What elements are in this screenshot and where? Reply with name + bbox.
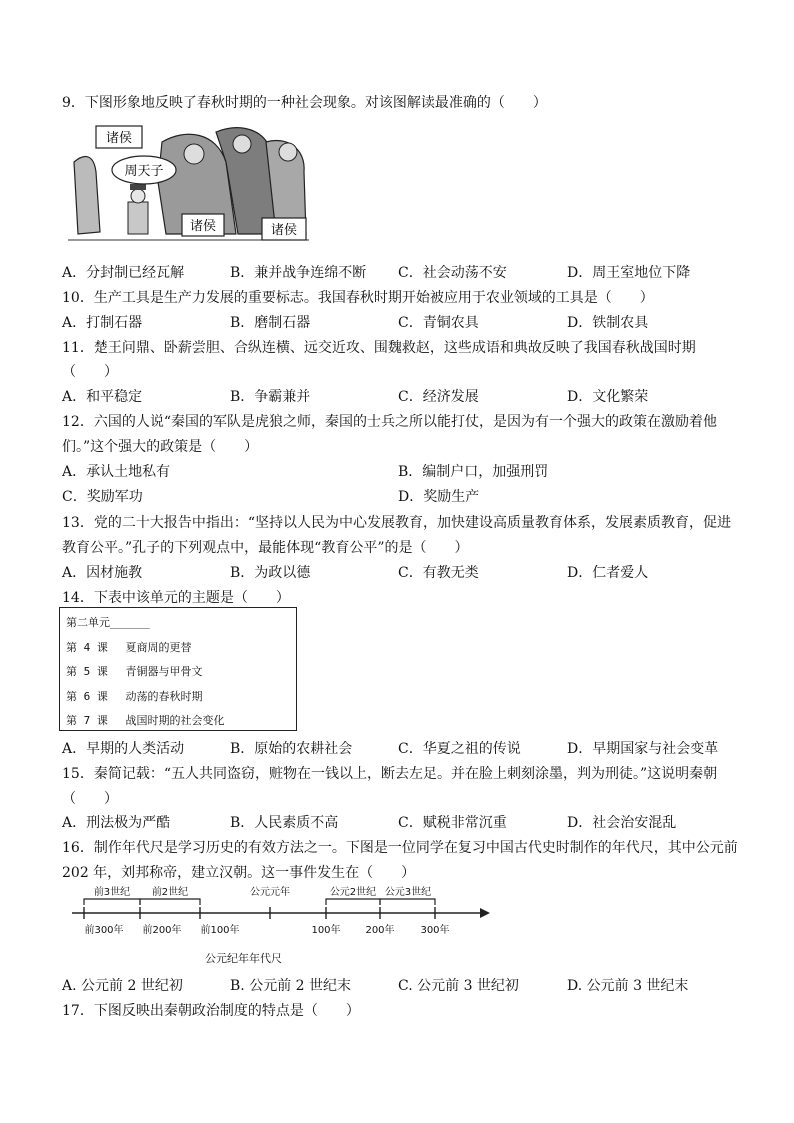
q15-option-a: A．刑法极为严酷 bbox=[62, 815, 171, 831]
q11-option-a: A．和平稳定 bbox=[62, 389, 143, 405]
q11-option-d: D．文化繁荣 bbox=[567, 389, 649, 405]
q16-option-d: D. 公元前 3 世纪末 bbox=[567, 978, 689, 994]
q15-stem-line1: 15．秦简记载：“五人共同盗窃，赃物在一钱以上，断去左足。并在脸上刺刻涂墨，判为刑徒。”这说明秦朝 bbox=[62, 766, 718, 782]
q13-option-b: B．为政以德 bbox=[230, 565, 311, 581]
q15-stem-line2: （ ） bbox=[62, 791, 118, 807]
q9-cartoon-image bbox=[66, 122, 311, 244]
timeline-tick-label: 300年 bbox=[420, 925, 450, 936]
q9-option-c: C．社会动荡不安 bbox=[398, 265, 507, 281]
q11-option-c: C．经济发展 bbox=[398, 389, 479, 405]
q14-option-b: B．原始的农耕社会 bbox=[230, 741, 353, 757]
timeline-tick-label: 前100年 bbox=[200, 925, 240, 936]
q12-option-d: D．奖励生产 bbox=[398, 489, 480, 505]
unit-table-title: 第二单元______ bbox=[66, 616, 150, 629]
q14-stem: 14．下表中该单元的主题是（ ） bbox=[62, 590, 290, 606]
unit-table-row: 第 4 课 夏商周的更替 bbox=[66, 641, 192, 654]
timeline-bracket-label: 前3世纪 bbox=[93, 887, 131, 898]
q10-option-c: C．青铜农具 bbox=[398, 315, 479, 331]
q13-option-c: C．有教无类 bbox=[398, 565, 479, 581]
timeline-tick-label: 100年 bbox=[311, 925, 341, 936]
timeline-bracket-label: 公元3世纪 bbox=[384, 887, 432, 898]
q13-stem-line2: 教育公平。”孔子的下列观点中，最能体现“教育公平”的是（ ） bbox=[62, 540, 469, 556]
q11-option-b: B．争霸兼并 bbox=[230, 389, 311, 405]
timeline-tick-label: 200年 bbox=[365, 925, 395, 936]
q16-stem-line2: 202 年，刘邦称帝，建立汉朝。这一事件发生在（ ） bbox=[62, 865, 416, 881]
q13-option-d: D．仁者爱人 bbox=[567, 565, 649, 581]
q11-stem-line1: 11．楚王问鼎、卧薪尝胆、合纵连横、远交近攻、围魏救赵，这些成语和典故反映了我国春秋战国时期 bbox=[62, 340, 696, 356]
q16-option-b: B. 公元前 2 世纪末 bbox=[230, 978, 351, 994]
q17-stem: 17．下图反映出秦朝政治制度的特点是（ ） bbox=[62, 1003, 360, 1019]
q13-stem-line1: 13．党的二十大报告中指出：“坚持以人民为中心发展教育，加快建设高质量教育体系，发展素质教育，促进 bbox=[62, 515, 731, 531]
timeline-bracket-label: 公元2世纪 bbox=[329, 887, 377, 898]
q16-option-c: C. 公元前 3 世纪初 bbox=[398, 978, 519, 994]
timeline-bracket-label: 前2世纪 bbox=[151, 887, 189, 898]
q12-stem-line2: 们。”这个强大的政策是（ ） bbox=[62, 439, 259, 455]
q10-stem: 10．生产工具是生产力发展的重要标志。我国春秋时期开始被应用于农业领域的工具是（ ） bbox=[62, 290, 654, 306]
q14-option-c: C．华夏之祖的传说 bbox=[398, 741, 521, 757]
q10-option-a: A．打制石器 bbox=[62, 315, 143, 331]
q9-option-b: B．兼并战争连绵不断 bbox=[230, 265, 367, 281]
unit-table-row: 第 6 课 动荡的春秋时期 bbox=[66, 690, 203, 703]
q12-option-c: C．奖励军功 bbox=[62, 489, 143, 505]
q9-stem: 9．下图形象地反映了春秋时期的一种社会现象。对该图解读最准确的（ ） bbox=[62, 95, 547, 111]
unit-table-row: 第 5 课 青铜器与甲骨文 bbox=[66, 665, 203, 678]
q9-option-a: A．分封制已经瓦解 bbox=[62, 265, 185, 281]
unit-table-row: 第 7 课 战国时期的社会变化 bbox=[66, 714, 225, 727]
q13-option-a: A．因材施教 bbox=[62, 565, 143, 581]
cartoon-label-zhuhou-3: 诸侯 bbox=[270, 223, 298, 238]
q15-option-c: C．赋税非常沉重 bbox=[398, 815, 507, 831]
q14-unit-table bbox=[59, 607, 297, 731]
q11-stem-line2: （ ） bbox=[62, 364, 118, 380]
q12-option-a: A．承认土地私有 bbox=[62, 464, 171, 480]
q12-option-b: B．编制户口，加强刑罚 bbox=[398, 464, 549, 480]
timeline-origin-label: 公元元年 bbox=[250, 887, 290, 898]
q16-timeline-caption: 公元纪年年代尺 bbox=[205, 952, 282, 965]
timeline-tick-label: 前200年 bbox=[142, 925, 182, 936]
q16-stem-line1: 16．制作年代尺是学习历史的有效方法之一。下图是一位同学在复习中国古代史时制作的年代尺，其中公元前 bbox=[62, 840, 738, 856]
q15-option-b: B．人民素质不高 bbox=[230, 815, 339, 831]
cartoon-label-zhoutianzi: 周天子 bbox=[124, 164, 164, 179]
cartoon-label-zhuhou-2: 诸侯 bbox=[189, 219, 217, 234]
cartoon-label-zhuhou-1: 诸侯 bbox=[105, 131, 133, 146]
q10-option-d: D．铁制农具 bbox=[567, 315, 649, 331]
q10-option-b: B．磨制石器 bbox=[230, 315, 311, 331]
q14-option-d: D．早期国家与社会变革 bbox=[567, 741, 719, 757]
q9-option-d: D．周王室地位下降 bbox=[567, 265, 691, 281]
timeline-tick-label: 前300年 bbox=[84, 925, 124, 936]
q14-option-a: A．早期的人类活动 bbox=[62, 741, 185, 757]
q16-timeline-ruler bbox=[70, 883, 490, 945]
q16-option-a: A. 公元前 2 世纪初 bbox=[62, 978, 183, 994]
q12-stem-line1: 12．六国的人说“秦国的军队是虎狼之师，秦国的士兵之所以能打仗，是因为有一个强大的政策在激励着他 bbox=[62, 414, 717, 430]
q15-option-d: D．社会治安混乱 bbox=[567, 815, 677, 831]
